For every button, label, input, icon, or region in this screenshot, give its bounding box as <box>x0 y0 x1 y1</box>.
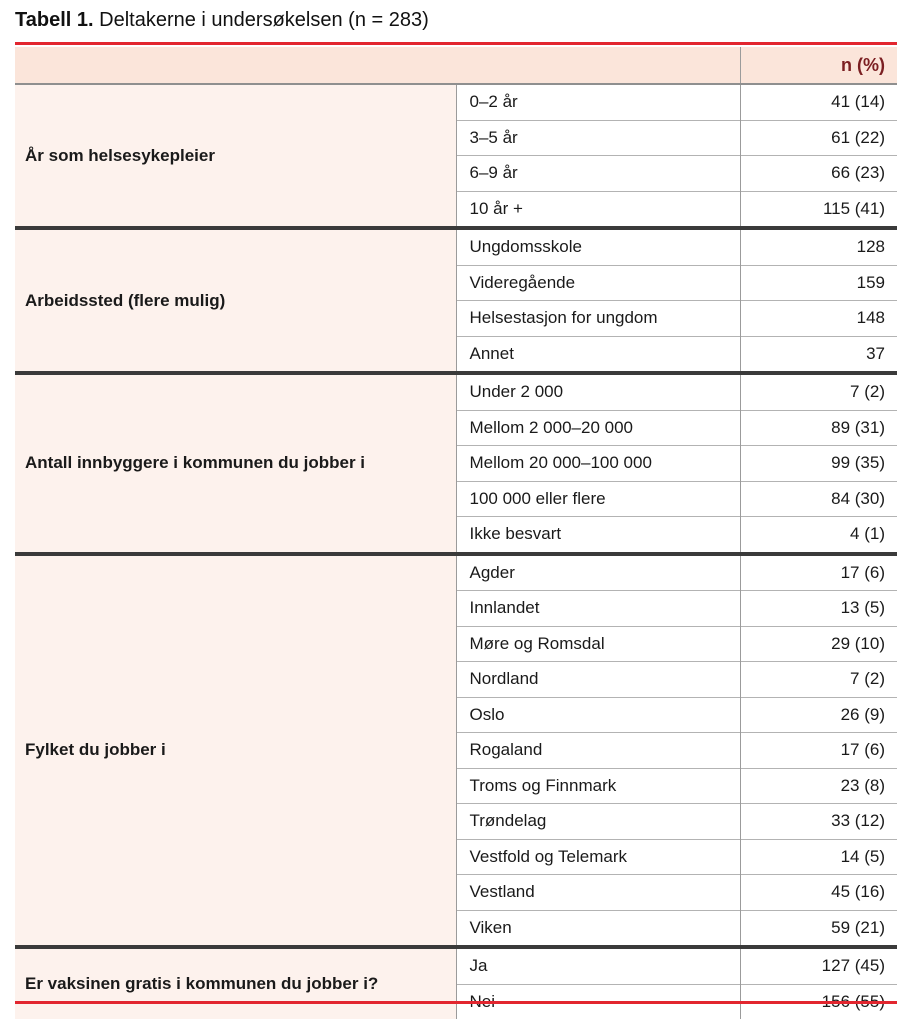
row-label-cell: Annet <box>456 336 740 373</box>
row-label-cell: Møre og Romsdal <box>456 626 740 662</box>
row-value-cell: 127 (45) <box>740 947 897 984</box>
bottom-rule <box>15 1001 897 1004</box>
header-row <box>15 47 897 84</box>
row-value-cell: 4 (1) <box>740 517 897 554</box>
row-value-cell: 66 (23) <box>740 156 897 192</box>
row-label-cell: Videregående <box>456 265 740 301</box>
row-value-cell: 41 (14) <box>740 84 897 120</box>
row-label-cell: Innlandet <box>456 591 740 627</box>
row-label-cell: 3–5 år <box>456 120 740 156</box>
row-label-cell: Nordland <box>456 662 740 698</box>
top-rule <box>15 42 897 45</box>
row-label-cell: Oslo <box>456 697 740 733</box>
row-label-cell: Troms og Finnmark <box>456 768 740 804</box>
row-label-cell: 0–2 år <box>456 84 740 120</box>
table-row <box>15 228 897 265</box>
row-value-cell: 17 (6) <box>740 733 897 769</box>
row-value-cell: 23 (8) <box>740 768 897 804</box>
row-value-cell: 99 (35) <box>740 446 897 482</box>
category-cell: Er vaksinen gratis i kommunen du jobber i? <box>15 947 456 1019</box>
row-value-cell: 61 (22) <box>740 120 897 156</box>
row-value-cell: 159 <box>740 265 897 301</box>
row-value-cell: 148 <box>740 301 897 337</box>
row-label-cell: Mellom 20 000–100 000 <box>456 446 740 482</box>
row-label-cell: 10 år + <box>456 191 740 228</box>
row-value-cell: 17 (6) <box>740 554 897 591</box>
category-cell: Fylket du jobber i <box>15 554 456 948</box>
row-value-cell: 29 (10) <box>740 626 897 662</box>
row-value-cell: 84 (30) <box>740 481 897 517</box>
row-value-cell: 115 (41) <box>740 191 897 228</box>
row-label-cell: Rogaland <box>456 733 740 769</box>
row-label-cell: Under 2 000 <box>456 373 740 410</box>
row-value-cell: 128 <box>740 228 897 265</box>
row-value-cell: 7 (2) <box>740 373 897 410</box>
table-container <box>15 47 897 1019</box>
participants-table <box>15 47 897 1019</box>
table-row <box>15 373 897 410</box>
row-value-cell: 33 (12) <box>740 804 897 840</box>
value-column-header: n (%) <box>740 47 897 84</box>
row-label-cell: Trøndelag <box>456 804 740 840</box>
row-label-cell: Ungdomsskole <box>456 228 740 265</box>
row-label-cell: Vestland <box>456 875 740 911</box>
table-caption <box>15 7 429 33</box>
table-body <box>15 84 897 1019</box>
table-caption-number: Tabell 1. <box>15 9 94 31</box>
row-label-cell: Ikke besvart <box>456 517 740 554</box>
row-label-cell: Viken <box>456 910 740 947</box>
row-value-cell: 7 (2) <box>740 662 897 698</box>
row-value-cell: 89 (31) <box>740 410 897 446</box>
row-label-cell: Agder <box>456 554 740 591</box>
header-empty-cell <box>15 47 740 84</box>
category-cell: Arbeidssted (flere mulig) <box>15 228 456 373</box>
row-label-cell: Vestfold og Telemark <box>456 839 740 875</box>
row-value-cell: 14 (5) <box>740 839 897 875</box>
row-label-cell: Ja <box>456 947 740 984</box>
table-row <box>15 554 897 591</box>
table-caption-text: Deltakerne i undersøkelsen (n = 283) <box>99 9 429 31</box>
row-value-cell: 37 <box>740 336 897 373</box>
row-label-cell: 6–9 år <box>456 156 740 192</box>
row-label-cell: 100 000 eller flere <box>456 481 740 517</box>
category-cell: År som helsesykepleier <box>15 84 456 228</box>
row-label-cell: Helsestasjon for ungdom <box>456 301 740 337</box>
table-row <box>15 947 897 984</box>
row-value-cell: 45 (16) <box>740 875 897 911</box>
row-value-cell: 59 (21) <box>740 910 897 947</box>
table-row <box>15 84 897 120</box>
row-value-cell: 26 (9) <box>740 697 897 733</box>
category-cell: Antall innbyggere i kommunen du jobber i <box>15 373 456 554</box>
row-value-cell: 13 (5) <box>740 591 897 627</box>
row-label-cell: Mellom 2 000–20 000 <box>456 410 740 446</box>
